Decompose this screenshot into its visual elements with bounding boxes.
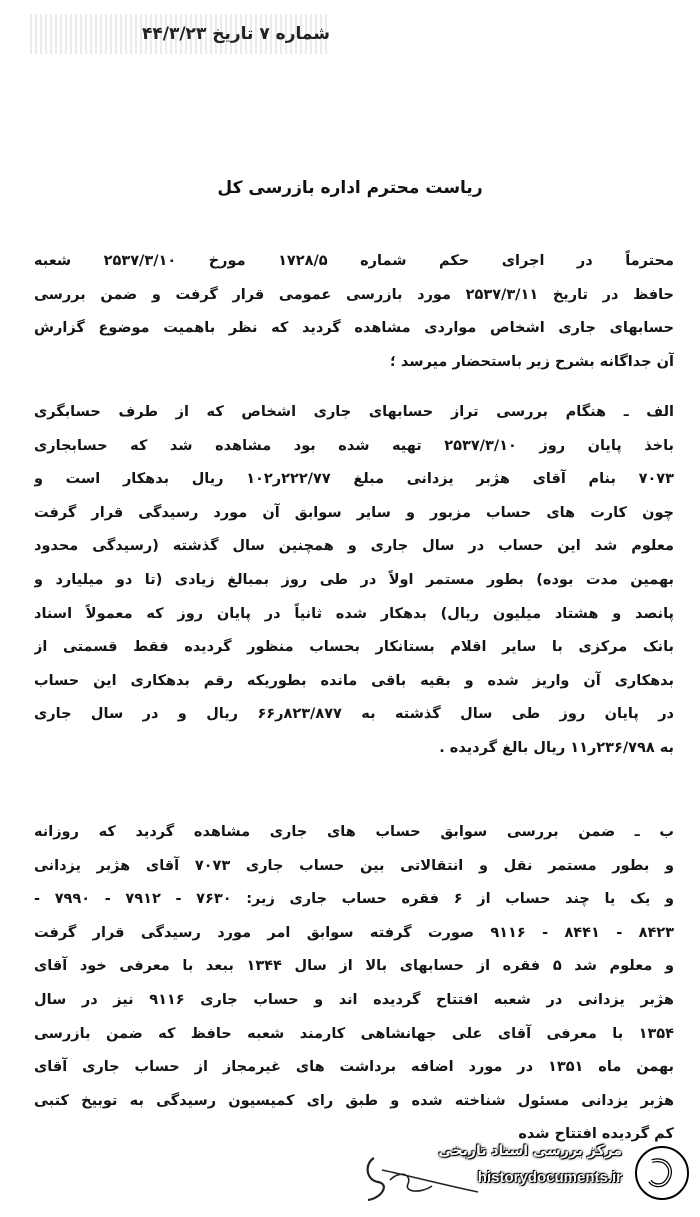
text-line: محترماً در اجرای حکم شماره ۱۷۲۸/۵ مورخ ۲۵۳۷/۳/۱۰ شعبه bbox=[34, 253, 674, 269]
watermark-url: historydocuments.ir bbox=[477, 1169, 622, 1186]
text-line: و یک یا چند حساب از ۶ فقره حساب جاری زیر: ۷۶۳۰ - ۷۹۱۲ - ۷۹۹۰ - bbox=[34, 891, 674, 908]
text-line: هژبر یزدانی مسئول شناخته شده و طبق رای کمیسیون رسیدگی به توبیخ کتبی bbox=[34, 1092, 674, 1109]
text-line: و معلوم شد ۵ فقره از حسابهای بالا از سال ۱۳۴۴ ببعد با معرفی خود آقای bbox=[34, 958, 674, 975]
archive-watermark bbox=[332, 1139, 692, 1203]
text-line: کم گردیده افتتاح شده bbox=[518, 1126, 674, 1143]
text-line: حافظ در تاریخ ۲۵۳۷/۳/۱۱ مورد بازرسی عمومی قرار گرفت و ضمن بررسی bbox=[34, 286, 674, 303]
text-line: بانک مرکزی با سایر اقلام بستانکار بحساب منظور گردیده فقط قسمتی از bbox=[34, 639, 674, 656]
letter-salutation: ریاست محترم اداره بازرسی کل bbox=[217, 178, 483, 198]
text-line: و بطور مستمر نقل و انتقالاتی بین حساب جاری ۷۰۷۳ آقای هژبر یزدانی bbox=[34, 857, 674, 874]
text-line: حسابهای جاری اشخاص مواردی مشاهده گردید که نظر باهمیت موضوع گزارش bbox=[34, 320, 674, 337]
text-line: باخذ پایان روز ۲۵۳۷/۳/۱۰ تهیه شده بود مشاهده شد که حسابجاری bbox=[34, 437, 674, 454]
document-header-number-date: شماره ۷ تاریخ ۴۴/۳/۲۳ bbox=[30, 14, 330, 54]
paragraph-intro bbox=[34, 245, 674, 379]
text-line: ۸۴۲۳ - ۸۴۴۱ - ۹۱۱۶ صورت گرفته سوابق امر مورد رسیدگی قرار گرفت bbox=[34, 924, 674, 941]
paragraph-alef bbox=[34, 396, 674, 766]
text-line: بهمن ماه ۱۳۵۱ در مورد اضافه برداشت های غیرمجاز از حساب جاری آقای bbox=[34, 1059, 674, 1076]
text-line: بدهکاری آن واریز شده و بقیه باقی مانده بطوریکه رقم بدهکاری این حساب bbox=[34, 672, 674, 689]
text-line: آن جداگانه بشرح زیر باستحضار میرسد ؛ bbox=[390, 353, 674, 370]
paragraph-be bbox=[34, 816, 674, 1152]
text-line: پانصد و هشتاد میلیون ریال) بدهکار شده ثانیاً در پایان روز که معمولاً اسناد bbox=[34, 605, 674, 622]
archive-seal-icon bbox=[632, 1143, 692, 1203]
text-line: الف ـ هنگام بررسی تراز حسابهای جاری اشخاص که از طرف حسابگری bbox=[34, 404, 674, 420]
watermark-org-name: مرکز بررسی اسناد تاریخی bbox=[438, 1143, 622, 1159]
text-line: ب ـ ضمن بررسی سوابق حساب های جاری مشاهده گردید که روزانه bbox=[34, 824, 674, 840]
text-line: ۷۰۷۳ بنام آقای هژبر یزدانی مبلغ ۲۲۲/۷۷ر۱۰۲ ریال بدهکار است و bbox=[34, 471, 674, 488]
text-line: معلوم شد این حساب در سال جاری و همچنین سال گذشته (رسیدگی محدود bbox=[34, 538, 674, 555]
text-line: در پایان روز طی سال گذشته به ۸۲۳/۸۷۷ر۶۶ ریال و در سال جاری bbox=[34, 706, 674, 723]
text-line: بهمین مدت بوده) بطور مستمر اولاً در طی روز بمبالغ زیادی (تا دو میلیارد و bbox=[34, 571, 674, 588]
text-line: به ۲۳۶/۷۹۸ر۱۱ ریال بالغ گردیده . bbox=[439, 739, 674, 756]
text-line: چون کارت های حساب مزبور و سایر سوابق آن مورد رسیدگی قرار گرفت bbox=[34, 504, 674, 521]
text-line: ۱۳۵۴ با معرفی آقای علی جهانشاهی کارمند شعبه حافظ که ضمن بازرسی bbox=[34, 1025, 674, 1042]
text-line: هژبر یزدانی در شعبه افتتاح گردیده اند و حساب جاری ۹۱۱۶ نیز در سال bbox=[34, 991, 674, 1008]
